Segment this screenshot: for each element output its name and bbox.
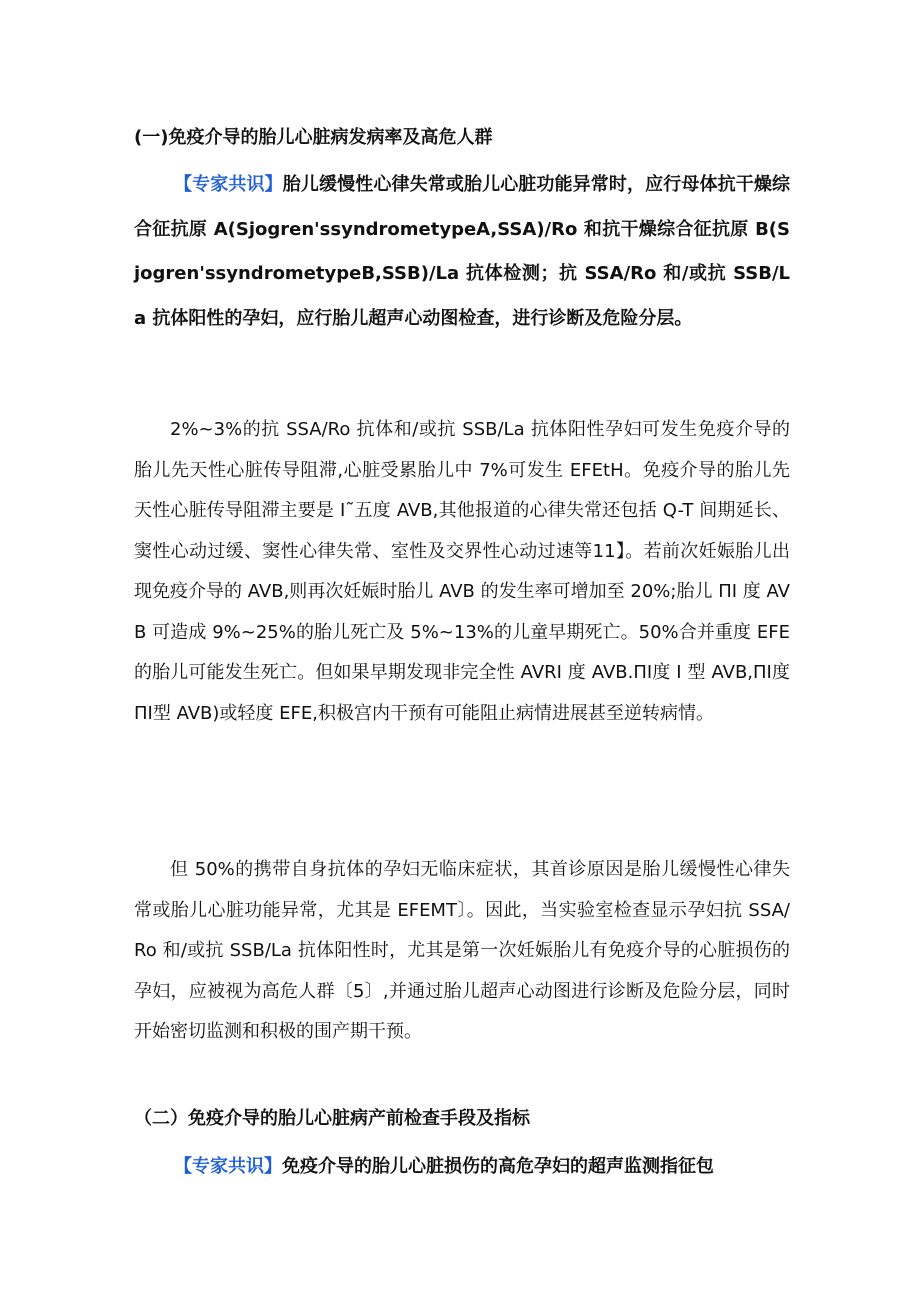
section-2-heading: （二）免疫介导的胎儿心脏病产前检查手段及指标 bbox=[134, 1108, 530, 1129]
section-2-consensus-text: 免疫介导的胎儿心脏损伤的高危孕妇的超声监测指征包 bbox=[282, 1156, 714, 1177]
section-1-paragraph-1: 2%~3%的抗 SSA/Ro 抗体和/或抗 SSB/La 抗体阳性孕妇可发生免疫介导的胎儿先天性心脏传导阻滞,心脏受累胎儿中 7%可发生 EFEtH。免疫介导的胎儿先天性心脏传导阻滞主要是 I˜五度 AVB,其他报道的心律失常还包括 Q-T 间期延长、窦性心动过缓、窦性心律失常、室性及交界性心动过速等11】。若前次妊娠胎儿出现免疫介导的 AVB,则再次妊娠时胎儿 AVB 的发生率可增加至 20%;胎儿 ΠI 度 AVB 可造成 9%~25%的胎儿死亡及 5%~13%的儿童早期死亡。50%合并重度 EFE 的胎儿可能发生死亡。但如果早期发现非完全性 AVRI 度 AVB.ΠI度 I 型 AVB,ΠI度ΠI型 AVB)或轻度 EFE,积极宫内干预有可能阻止病情进展甚至逆转病情。 bbox=[134, 419, 790, 724]
section-1-consensus-text: 胎儿缓慢性心律失常或胎儿心脏功能异常时，应行母体抗干燥综合征抗原 A(Sjogren'ssyndrometypeA,SSA)/Ro 和抗干燥综合征抗原 B(Sjogren'ssyndrometypeB,SSB)/La 抗体检测；抗 SSA/Ro 和/或抗 SSB/La 抗体阳性的孕妇，应行胎儿超声心动图检查，进行诊断及危险分层。 bbox=[134, 174, 791, 329]
expert-consensus-tag: 【专家共识】 bbox=[174, 174, 283, 195]
section-2-consensus bbox=[134, 1145, 790, 1190]
expert-consensus-tag: 【专家共识】 bbox=[174, 1156, 282, 1177]
section-1-heading: (一)免疫介导的胎儿心脏病发病率及高危人群 bbox=[134, 127, 493, 148]
section-1-paragraph-2: 但 50%的携带自身抗体的孕妇无临床症状，其首诊原因是胎儿缓慢性心律失常或胎儿心脏功能异常，尤其是 EFEMT〕。因此，当实验室检查显示孕妇抗 SSA/Ro 和/或抗 SSB/La 抗体阳性时，尤其是第一次妊娠胎儿有免疫介导的心脏损伤的孕妇，应被视为高危人群〔5〕,并通过胎儿超声心动图进行诊断及危险分层，同时开始密切监测和积极的围产期干预。 bbox=[134, 859, 790, 1042]
section-1-consensus bbox=[134, 163, 790, 341]
